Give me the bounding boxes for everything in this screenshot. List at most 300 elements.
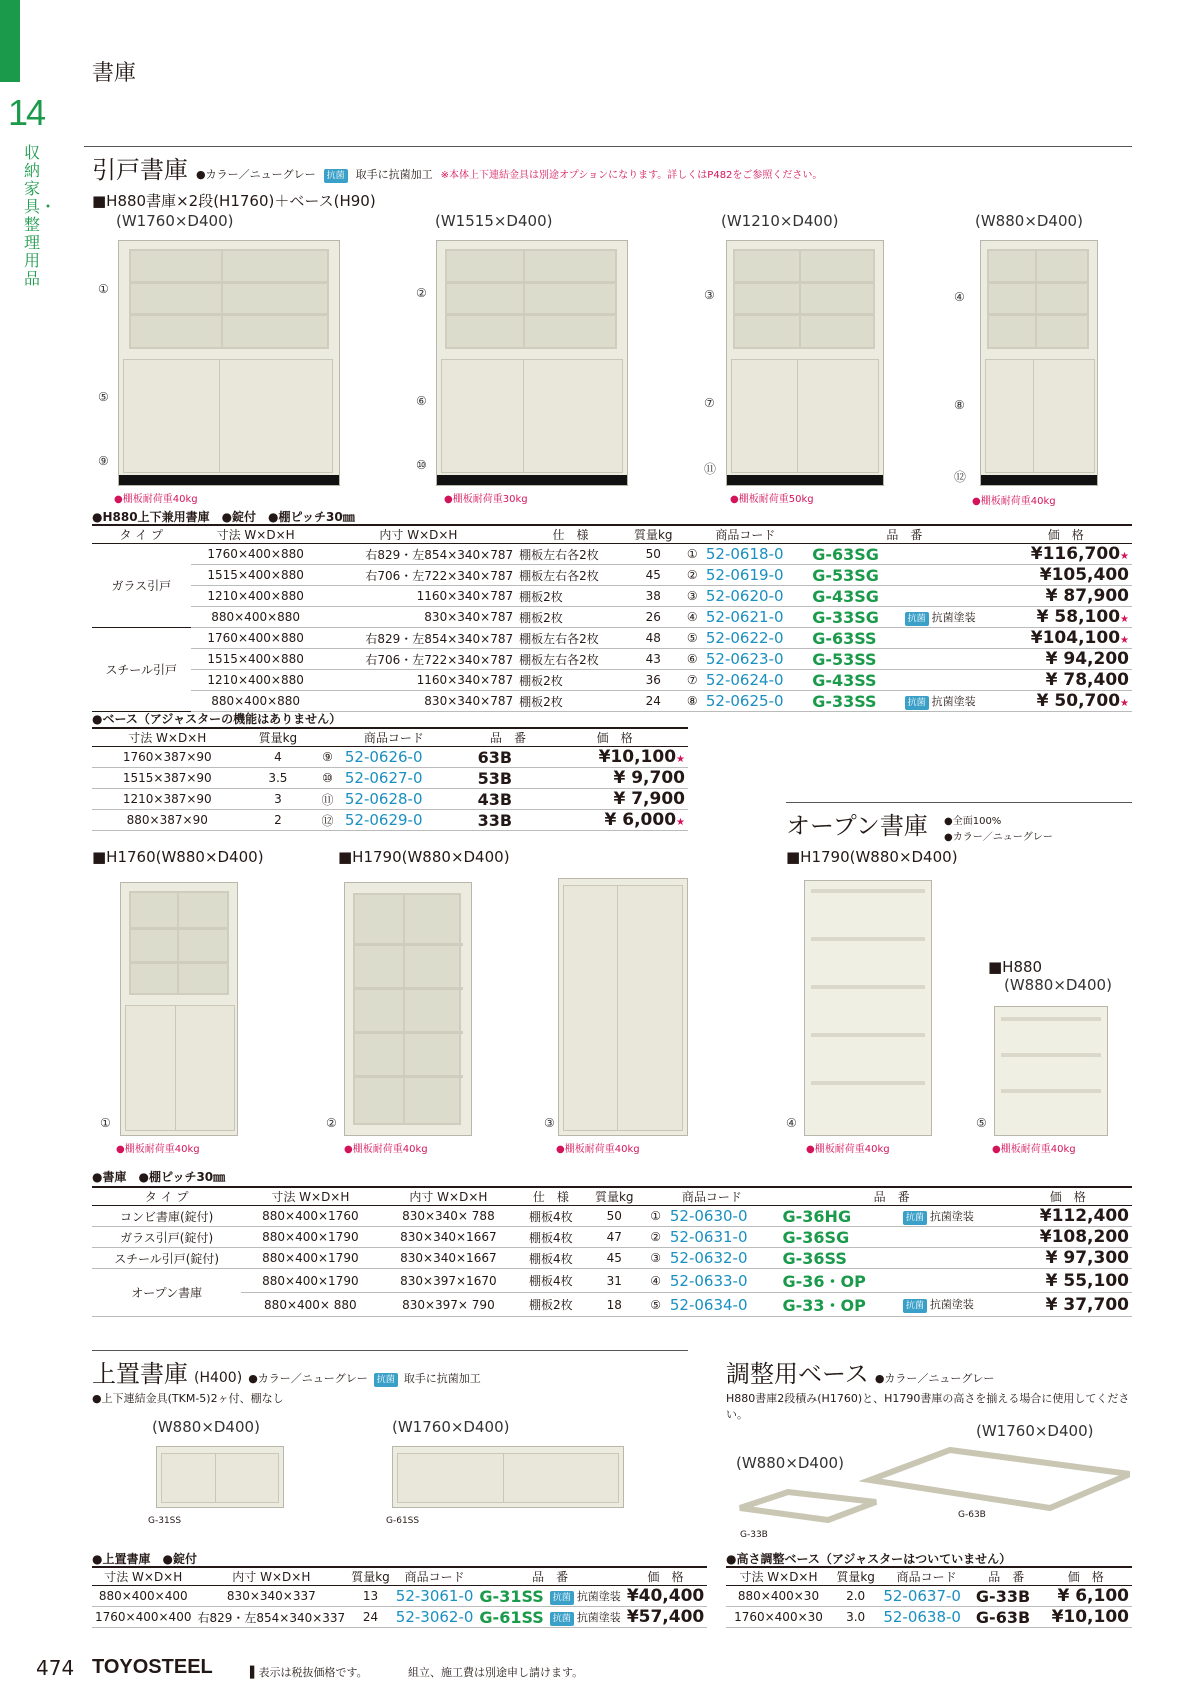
price-cell — [541, 810, 688, 831]
adj-description: H880書庫2段積み(H1760)と、H1790書庫の高さを揃える場合に使用してください。 — [726, 1392, 1130, 1421]
item-number: ④ — [786, 1116, 797, 1130]
part-number: G-63SS — [812, 628, 877, 648]
table-row — [92, 1269, 1132, 1293]
code-cell: 52-0627-0 — [342, 768, 475, 789]
top-subnote: ●上下連結金具(TKM-5)2ヶ付、棚なし — [92, 1392, 284, 1405]
part-number: G-53SG — [812, 565, 879, 585]
code-cell: 52-3062-0 — [393, 1607, 477, 1628]
code-cell: 52-0632-0 — [667, 1248, 780, 1269]
type-cell: ガラス引戸 — [92, 544, 191, 628]
extra-cell — [902, 565, 1000, 586]
inner-cell: 右829・左854×340×787 — [321, 544, 516, 565]
size-label: (W880×D400) — [975, 212, 1083, 230]
col-header: 質量kg — [584, 1187, 644, 1206]
inner-cell: 830×340×337 — [194, 1586, 348, 1607]
star-mark: ★ — [1120, 635, 1129, 646]
load-note: ●棚板耐荷重40kg — [992, 1144, 1076, 1155]
price-cell — [541, 768, 688, 789]
weight-cell: 26 — [625, 607, 682, 628]
price-cell — [624, 1607, 707, 1628]
price-cell — [999, 544, 1132, 565]
antibacterial-badge: 抗菌 — [903, 1211, 927, 1225]
extra-cell — [547, 1586, 624, 1607]
price-value: ¥ 97,300 — [1045, 1248, 1129, 1268]
price-cell — [999, 628, 1132, 649]
code-cell: 52-0621-0 — [703, 607, 809, 628]
sliding-subtitle: ■H880書庫×2段(H1760)＋ベース(H90) — [92, 192, 376, 210]
table-label: ●H880上下兼用書庫 ●錠付 ●棚ピッチ30㎜ — [92, 510, 355, 524]
spec-cell: 棚板4枚 — [517, 1269, 584, 1293]
model-label: G-31SS — [148, 1516, 182, 1526]
chapter-number: 14 — [8, 92, 45, 133]
weight-cell: 50 — [584, 1206, 644, 1227]
chapter-text: 収納家具・整理用品 — [24, 143, 57, 288]
table-row — [92, 1227, 1132, 1248]
number-cell: ④ — [682, 607, 703, 628]
col-header: タ イ プ — [92, 1187, 241, 1206]
size-label: (W1760×D400) — [392, 1418, 510, 1436]
price-value: ¥ 37,700 — [1045, 1294, 1129, 1315]
col-header: タ イ プ — [92, 525, 191, 544]
table-label: ●書庫 ●棚ピッチ30㎜ — [92, 1170, 226, 1184]
model-label: G-33B — [740, 1530, 768, 1540]
part-number: G-33SS — [812, 691, 877, 711]
spec-cell: 棚板左右各2枚 — [516, 649, 625, 670]
install-note: 組立、施工費は別途申し請けます。 — [408, 1666, 584, 1679]
open-note: ●全面100% — [944, 816, 1002, 827]
weight-cell: 45 — [625, 565, 682, 586]
open-title: オープン書庫 — [786, 812, 928, 840]
weight-cell: 31 — [584, 1269, 644, 1293]
adj-title: 調整用ベース — [726, 1360, 869, 1388]
antibacterial-badge: 抗菌 — [374, 1373, 398, 1387]
star-mark: ★ — [1120, 614, 1129, 625]
extra-cell — [902, 628, 1000, 649]
price-cell — [999, 586, 1132, 607]
number-cell: ⑤ — [682, 628, 703, 649]
star-mark: ★ — [1120, 698, 1129, 709]
spec-cell: 棚板左右各2枚 — [516, 544, 625, 565]
table-row — [92, 1586, 707, 1607]
size-label: (W1760×D400) — [116, 212, 234, 230]
price-cell — [999, 565, 1132, 586]
part-number: G-53SS — [812, 649, 877, 669]
table-row — [92, 565, 1132, 586]
number-cell: ① — [644, 1206, 667, 1227]
weight-cell: 24 — [625, 691, 682, 712]
col-header: 寸法 W×D×H — [191, 525, 321, 544]
code-cell: 52-0637-0 — [880, 1586, 973, 1607]
star-mark: ★ — [676, 817, 685, 828]
table-row — [92, 670, 1132, 691]
part-number: G-36SG — [782, 1227, 850, 1247]
option-note: ※本体上下連結金具は別途オプションになります。詳しくはP482をご参照ください。 — [440, 170, 823, 181]
part-number: 33B — [475, 810, 542, 831]
load-note: ●棚板耐荷重40kg — [114, 494, 198, 505]
part-cell — [809, 628, 901, 649]
star-mark: ★ — [676, 754, 685, 765]
inner-cell: 830×340×787 — [321, 607, 516, 628]
color-note: ●カラー／ニューグレー — [874, 1372, 995, 1385]
inner-cell: 右829・左854×340×787 — [321, 628, 516, 649]
item-number: ⑦ — [704, 396, 715, 410]
item-number: ② — [416, 286, 427, 300]
load-note: ●棚板耐荷重40kg — [344, 1144, 428, 1155]
extra-cell — [900, 1227, 1004, 1248]
extra-cell — [902, 544, 1000, 565]
part-cell — [780, 1227, 900, 1248]
size-label: (W880×D400) — [152, 1418, 260, 1436]
code-cell: 52-0623-0 — [703, 649, 809, 670]
inner-cell: 1160×340×787 — [321, 586, 516, 607]
table-row — [92, 607, 1132, 628]
item-number: ① — [100, 1116, 111, 1130]
open-note: ●カラー／ニューグレー — [944, 832, 1053, 843]
model-label: G-61SS — [386, 1516, 420, 1526]
size-cell: 880×400×1790 — [241, 1269, 379, 1293]
cabinet-image-steel — [558, 878, 688, 1136]
code-cell: 52-3061-0 — [393, 1586, 477, 1607]
top-title-height: (H400) — [194, 1370, 243, 1386]
table-row — [92, 1206, 1132, 1227]
spec-cell: 棚板2枚 — [516, 607, 625, 628]
part-cell — [780, 1269, 900, 1293]
size-cell: 880×400×880 — [191, 607, 321, 628]
base-table — [92, 727, 688, 831]
col-header: 品 番 — [809, 525, 999, 544]
size-cell: 1760×400×880 — [191, 544, 321, 565]
type-cell: コンビ書庫(錠付) — [92, 1206, 241, 1227]
price-value: ¥ 9,700 — [613, 768, 685, 788]
load-note: ●棚板耐荷重40kg — [116, 1144, 200, 1155]
antibacterial-badge: 抗菌 — [905, 612, 929, 626]
col-header: 内寸 W×D×H — [194, 1567, 348, 1586]
price-value: ¥ 87,900 — [1045, 586, 1129, 606]
spec-cell: 棚板4枚 — [517, 1248, 584, 1269]
item-number: ⑩ — [416, 458, 427, 472]
col-header: 価 格 — [999, 525, 1132, 544]
cabinet-image-glass — [344, 882, 472, 1136]
price-value: ¥ 6,000 — [604, 810, 677, 830]
antibacterial-badge: 抗菌 — [550, 1612, 574, 1626]
page-number: 474 — [36, 1656, 75, 1680]
load-note: ●棚板耐荷重40kg — [556, 1144, 640, 1155]
size-cell: 1210×400×880 — [191, 586, 321, 607]
number-cell: ⑧ — [682, 691, 703, 712]
weight-cell: 43 — [625, 649, 682, 670]
color-note: ●カラー／ニューグレー — [248, 1372, 368, 1385]
tax-note: ▌表示は税抜価格です。 — [250, 1666, 368, 1679]
weight-cell: 3.0 — [831, 1607, 880, 1628]
part-cell — [780, 1293, 900, 1317]
number-cell: ③ — [682, 586, 703, 607]
adjust-base-table — [726, 1566, 1132, 1628]
number-cell: ① — [682, 544, 703, 565]
handle-note: 取手に抗菌加工 — [355, 168, 433, 181]
price-value: ¥10,100 — [598, 747, 677, 767]
coating-note: 抗菌塗装 — [931, 610, 976, 624]
price-value: ¥10,100 — [1051, 1607, 1129, 1627]
price-value: ¥108,200 — [1039, 1227, 1129, 1247]
top-cabinet-image-large — [392, 1446, 624, 1508]
col-header: 寸法 W×D×H — [241, 1187, 379, 1206]
number-cell: ⑩ — [313, 768, 342, 789]
col-header: 品 番 — [973, 1567, 1040, 1586]
item-number: ⑤ — [976, 1116, 987, 1130]
price-cell — [1040, 1607, 1132, 1628]
table-row — [92, 1607, 707, 1628]
price-cell — [999, 649, 1132, 670]
part-cell — [809, 544, 901, 565]
price-cell — [541, 747, 688, 768]
price-value: ¥ 7,900 — [613, 789, 685, 809]
weight-cell: 36 — [625, 670, 682, 691]
size-cell: 880×400×880 — [191, 691, 321, 712]
col-header: 寸法 W×D×H — [726, 1567, 831, 1586]
inner-cell: 右829・左854×340×337 — [194, 1607, 348, 1628]
price-value: ¥105,400 — [1039, 565, 1129, 585]
size-cell: 1210×400×880 — [191, 670, 321, 691]
spec-cell: 棚板4枚 — [517, 1227, 584, 1248]
price-value: ¥104,100 — [1030, 628, 1121, 648]
size-label: (W880×D400) — [1004, 976, 1112, 994]
number-cell: ⑥ — [682, 649, 703, 670]
code-cell: 52-0625-0 — [703, 691, 809, 712]
load-note: ●棚板耐荷重40kg — [972, 496, 1056, 507]
size-cell: 1515×400×880 — [191, 565, 321, 586]
col-header: 品 番 — [476, 1567, 623, 1586]
col-header: 内寸 W×D×H — [379, 1187, 517, 1206]
type-cell: スチール引戸(錠付) — [92, 1248, 241, 1269]
part-number: 43B — [475, 789, 542, 810]
code-cell: 52-0628-0 — [342, 789, 475, 810]
extra-cell — [902, 607, 1000, 628]
code-cell: 52-0619-0 — [703, 565, 809, 586]
part-number: G-36SS — [782, 1248, 847, 1268]
sliding-cabinet-table — [92, 524, 1132, 712]
table-label: ●上置書庫 ●錠付 — [92, 1552, 197, 1566]
mid-subtitle: ■H1790(W880×D400) — [338, 848, 510, 866]
part-cell — [809, 565, 901, 586]
part-cell — [809, 670, 901, 691]
price-cell — [1004, 1293, 1132, 1317]
price-cell — [999, 607, 1132, 628]
part-number: G-36・OP — [782, 1272, 866, 1291]
cabinet-image-4 — [980, 240, 1098, 486]
table-row — [92, 586, 1132, 607]
number-cell: ② — [644, 1227, 667, 1248]
antibacterial-badge: 抗菌 — [903, 1299, 927, 1313]
size-cell: 880×400×400 — [92, 1586, 194, 1607]
weight-cell: 38 — [625, 586, 682, 607]
type-cell: オープン書庫 — [92, 1269, 241, 1317]
part-number: G-33SG — [812, 607, 879, 627]
size-label: (W1760×D400) — [976, 1422, 1094, 1440]
top-title: 上置書庫 — [92, 1360, 188, 1388]
extra-cell — [902, 691, 1000, 712]
item-number: ① — [98, 282, 109, 296]
weight-cell: 47 — [584, 1227, 644, 1248]
load-note: ●棚板耐荷重50kg — [730, 494, 814, 505]
cabinet-image-3 — [726, 240, 884, 486]
size-cell: 880×400×1790 — [241, 1227, 379, 1248]
part-number: G-43SG — [812, 586, 879, 606]
spec-cell: 棚板左右各2枚 — [516, 565, 625, 586]
size-cell: 1760×400×400 — [92, 1607, 194, 1628]
code-cell: 52-0618-0 — [703, 544, 809, 565]
table-row — [92, 747, 688, 768]
price-value: ¥ 6,100 — [1057, 1586, 1129, 1606]
weight-cell: 24 — [348, 1607, 393, 1628]
col-header: 質量kg — [243, 728, 314, 747]
table-row — [92, 691, 1132, 712]
part-cell — [780, 1206, 900, 1227]
table-label: ●ベース（アジャスターの機能はありません） — [92, 712, 342, 726]
price-value: ¥ 94,200 — [1045, 649, 1129, 669]
load-note: ●棚板耐荷重40kg — [806, 1144, 890, 1155]
price-cell — [1040, 1586, 1132, 1607]
part-number: G-63B — [973, 1607, 1040, 1628]
col-header: 商品コード — [880, 1567, 973, 1586]
extra-cell — [547, 1607, 624, 1628]
code-cell: 52-0633-0 — [667, 1269, 780, 1293]
col-header: 質量kg — [831, 1567, 880, 1586]
price-cell — [1004, 1227, 1132, 1248]
code-cell: 52-0626-0 — [342, 747, 475, 768]
price-cell — [1004, 1269, 1132, 1293]
part-number: G-36HG — [782, 1206, 852, 1226]
number-cell: ③ — [644, 1248, 667, 1269]
part-number: G-31SS — [479, 1586, 544, 1606]
table-row — [92, 1293, 1132, 1317]
part-number: G-43SS — [812, 670, 877, 690]
antibacterial-badge: 抗菌 — [324, 169, 348, 183]
mid-subtitle: ■H1760(W880×D400) — [92, 848, 264, 866]
color-note: ●カラー／ニューグレー — [196, 168, 316, 181]
table-row — [726, 1607, 1132, 1628]
spec-cell: 棚板2枚 — [516, 670, 625, 691]
type-cell: スチール引戸 — [92, 628, 191, 712]
item-number: ⑥ — [416, 394, 427, 408]
part-cell — [476, 1607, 546, 1628]
divider — [84, 146, 1132, 147]
extra-cell — [900, 1269, 1004, 1293]
number-cell: ⑫ — [313, 810, 342, 831]
coating-note: 抗菌塗装 — [576, 1589, 621, 1603]
star-mark: ★ — [1120, 551, 1129, 562]
load-note: ●棚板耐荷重30kg — [444, 494, 528, 505]
code-cell: 52-0631-0 — [667, 1227, 780, 1248]
divider — [786, 802, 1132, 803]
top-header — [92, 1354, 481, 1389]
col-header: 商品コード — [644, 1187, 779, 1206]
part-number: G-33・OP — [782, 1296, 866, 1315]
size-label: (W1210×D400) — [721, 212, 839, 230]
size-cell: 1760×400×880 — [191, 628, 321, 649]
size-cell: 1515×400×880 — [191, 649, 321, 670]
item-number: ⑪ — [704, 462, 717, 476]
weight-cell: 3 — [243, 789, 314, 810]
table-row — [92, 789, 688, 810]
weight-cell: 45 — [584, 1248, 644, 1269]
chapter-tab — [0, 0, 20, 82]
extra-cell — [900, 1206, 1004, 1227]
number-cell: ⑨ — [313, 747, 342, 768]
sliding-title: 引戸書庫 — [92, 156, 188, 184]
handle-note: 取手に抗菌加工 — [403, 1372, 481, 1385]
size-cell: 880×400×30 — [726, 1586, 831, 1607]
inner-cell: 830×340×1667 — [379, 1227, 517, 1248]
item-number: ④ — [954, 290, 965, 304]
weight-cell: 18 — [584, 1293, 644, 1317]
model-label: G-63B — [958, 1510, 986, 1520]
weight-cell: 4 — [243, 747, 314, 768]
brand-logo: TOYOSTEEL — [92, 1656, 213, 1678]
weight-cell: 13 — [348, 1586, 393, 1607]
col-header: 質量kg — [348, 1567, 393, 1586]
spec-cell: 棚板2枚 — [516, 586, 625, 607]
part-number: 63B — [475, 747, 542, 768]
part-number: G-63SG — [812, 544, 879, 564]
coating-note: 抗菌塗装 — [576, 1610, 621, 1624]
table-row — [92, 768, 688, 789]
table-row — [92, 544, 1132, 565]
cabinet-image-combo — [120, 882, 238, 1136]
item-number: ⑤ — [98, 390, 109, 404]
weight-cell: 48 — [625, 628, 682, 649]
table-row — [92, 810, 688, 831]
extra-cell — [900, 1248, 1004, 1269]
spec-cell: 棚板2枚 — [516, 691, 625, 712]
col-header: 品 番 — [780, 1187, 1004, 1206]
part-cell — [809, 607, 901, 628]
inner-cell: 1160×340×787 — [321, 670, 516, 691]
item-number: ③ — [704, 288, 715, 302]
coating-note: 抗菌塗装 — [929, 1298, 974, 1311]
adj-header — [726, 1354, 994, 1389]
part-cell — [809, 649, 901, 670]
col-header: 価 格 — [1040, 1567, 1132, 1586]
price-value: ¥40,400 — [626, 1586, 705, 1606]
weight-cell: 2 — [243, 810, 314, 831]
col-header: 仕 様 — [516, 525, 625, 544]
part-number: 53B — [475, 768, 542, 789]
price-value: ¥ 58,100 — [1036, 607, 1121, 627]
col-header: 寸法 W×D×H — [92, 1567, 194, 1586]
col-header: 品 番 — [475, 728, 542, 747]
spec-cell: 棚板2枚 — [517, 1293, 584, 1317]
inner-cell: 830×397× 790 — [379, 1293, 517, 1317]
size-cell: 1760×400×30 — [726, 1607, 831, 1628]
number-cell: ② — [682, 565, 703, 586]
col-header: 仕 様 — [517, 1187, 584, 1206]
size-cell: 880×400× 880 — [241, 1293, 379, 1317]
spec-cell: 棚板4枚 — [517, 1206, 584, 1227]
price-value: ¥116,700 — [1030, 544, 1121, 564]
code-cell: 52-0620-0 — [703, 586, 809, 607]
extra-cell — [902, 649, 1000, 670]
item-number: ③ — [544, 1116, 555, 1130]
inner-cell: 830×340×787 — [321, 691, 516, 712]
size-label: (W880×D400) — [736, 1454, 844, 1472]
cabinet-image-open — [804, 880, 932, 1136]
size-cell: 1515×387×90 — [92, 768, 243, 789]
part-number: G-33B — [973, 1586, 1040, 1607]
extra-cell — [900, 1293, 1004, 1317]
col-header: 商品コード — [682, 525, 810, 544]
price-cell — [541, 789, 688, 810]
top-cabinet-table — [92, 1566, 707, 1628]
